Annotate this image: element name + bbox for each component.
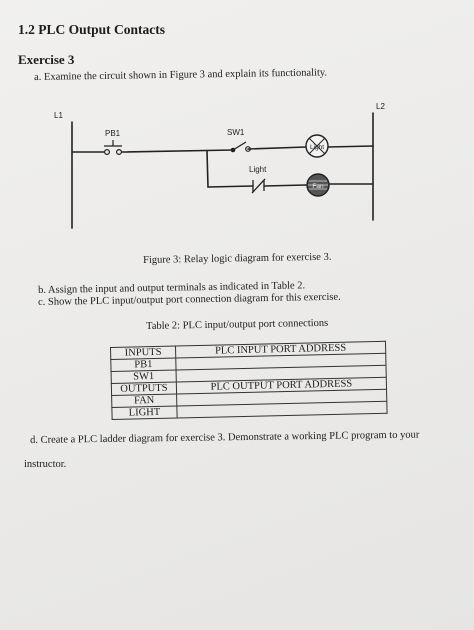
label-fan: Fan (312, 183, 324, 190)
label-l2: L2 (376, 102, 385, 111)
table-cell: SW1 (111, 370, 176, 383)
exercise-title: Exercise 3 (18, 52, 75, 67)
question-c: c. Show the PLC input/output port connection diagram for this exercise. (38, 291, 341, 308)
table-caption: Table 2: PLC input/output port connections (146, 317, 329, 332)
label-pb1: PB1 (105, 129, 121, 138)
table-cell: PLC INPUT PORT ADDRESS (175, 341, 385, 358)
sw1-switch (231, 142, 251, 152)
light-contact (252, 179, 265, 193)
label-light-contact: Light (249, 165, 267, 174)
label-light-lamp: Light (309, 144, 325, 151)
question-b: b. Assign the input and output terminals as indicated in Table 2. (38, 280, 306, 296)
table-cell: OUTPUTS (111, 382, 176, 395)
table-cell: PB1 (111, 358, 176, 371)
table-cell: PLC OUTPUT PORT ADDRESS (176, 377, 386, 394)
label-l1: L1 (54, 111, 63, 120)
table-cell: LIGHT (112, 406, 177, 419)
io-port-table (110, 341, 388, 420)
section-title: 1.2 PLC Output Contacts (18, 22, 166, 37)
pb1-pushbutton (104, 140, 122, 154)
question-d: d. Create a PLC ladder diagram for exercise 3. Demonstrate a working PLC program to your (30, 429, 420, 446)
table-cell: INPUTS (111, 346, 176, 359)
figure-caption: Figure 3: Relay logic diagram for exercise 3. (143, 251, 332, 266)
question-a: a. Examine the circuit shown in Figure 3 and explain its functionality. (34, 67, 328, 83)
question-d-continued: instructor. (24, 459, 67, 470)
table-cell: FAN (112, 394, 177, 407)
label-sw1: SW1 (227, 128, 245, 137)
